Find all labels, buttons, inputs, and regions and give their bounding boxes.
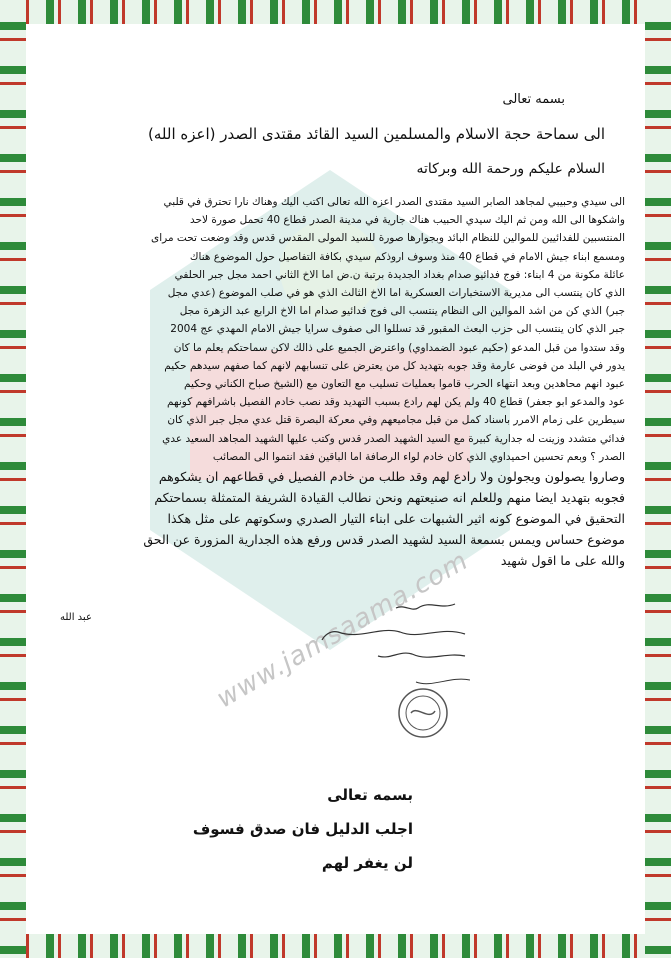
- footer-line: بسمه تعالى: [327, 786, 413, 804]
- decorative-border-right: [645, 0, 671, 958]
- decorative-border-left: [0, 0, 26, 958]
- body-line: والله على ما اقول شهيد: [500, 553, 625, 569]
- body-line: جبر) الذي كن من اشد الموالين الى النظام ينتسب الى فوج فدائيو صدام اما الاخ الرابع عبد الزهرة مجل: [179, 305, 625, 318]
- body-line: الذي كان ينتسب الى مديرية الاستخبارات العسكرية اما الاخ الثالث الذي هو في صلب الموضوع (عدي مجل: [167, 287, 625, 300]
- letter-heading: الى سماحة حجة الاسلام والمسلمين السيد القائد مقتدى الصدر (اعزه الله): [148, 125, 605, 143]
- body-line: جبر الذي كان ينتسب الى حزب البعث المقبور قد تسللوا الى صفوف سرايا جيش الامام المهدي عج 2004: [170, 323, 625, 336]
- body-line: الى سيدي وحبيبي لمجاهد الصابر السيد مقتدى الصدر اعزه الله تعالى اكتب اليك وهناك نارا تحترق في قلبي: [163, 196, 625, 208]
- body-line: يدور في البلد من فوضى عارمة وقد جوبه بتهديد كل من يعترض على تنسابهم لانهم كما صفهم سيدهم حكيم: [164, 359, 625, 372]
- seal-stamp: [395, 685, 451, 741]
- letter-opening: بسمه تعالى: [502, 92, 565, 107]
- letter-body-continued: [40, 466, 625, 571]
- body-line: التحقيق في الموضوع كونه اثير الشبهات على ابناء التيار الصدري وسكوتهم على مثل هكذا: [167, 511, 625, 527]
- letter-content: [40, 60, 635, 571]
- watermark-text: www.jamsaama.com: [211, 545, 474, 715]
- body-line: عائلة مكونة من 4 ابناء: فوج فدائيو صدام بغداد الجديدة برتبة ن.ض اما الاخ الثاني احمد مجل جبر الحلفي: [174, 268, 625, 281]
- decorative-border-bottom: [0, 934, 671, 958]
- body-line: المنتسبين للفدائيين للموالين للنظام البائد وبجوارها صورة للسيد المولى المقدس قدس وقد وضعت تحت مراى: [151, 232, 625, 245]
- body-line: فدائي متشدد وزينت له جدارية كبيرة مع السيد الشهيد الصدر قدس وكتب عليها الشهيد المجاهد السعيد عدي: [162, 432, 625, 445]
- letter-body: [40, 193, 625, 466]
- transcription-footer: [193, 778, 413, 880]
- body-line: فجوبه بتهديد ايضا منهم وللعلم انه صنيعتهم ونحن نطالب القيادة الشريفة المتمثلة بسماحتكم: [154, 490, 625, 506]
- body-line: عود والمدعو ابو جعفر) قطاع 40 ولم يكن لهم رادع بسبب التهديد وقد نصب خادم الفصيل باشرافهم كونهم: [167, 396, 625, 409]
- body-line: موضوع حساس ويمس بسمعة السيد لشهيد الصدر قدس ورفع هذه الجدارية المزورة عن الحق: [143, 532, 625, 548]
- letter-greeting: السلام عليكم ورحمة الله وبركاته: [416, 161, 605, 177]
- body-line: وقد ستدوا من قبل المدعو (حكيم عبود الضمداوي) واعترض الجميع على ذالك لاكن سماحتكم يعلم ما كان: [173, 341, 625, 354]
- letter-signoff: عبد الله: [60, 612, 92, 623]
- body-line: الصدر ؟ وبعم تحسين احميداوي الذي كان خادم لواء الرصافة اما الباقين فقد انتموا الى المصائب: [212, 450, 625, 463]
- body-line: وصاروا يصولون ويجولون ولا رادع لهم وقد طلب من خادم الفصيل في قطاعهم ان يشكوهم: [158, 469, 625, 485]
- decorative-border-top: [0, 0, 671, 24]
- footer-line: لن يغفر لهم: [321, 854, 413, 872]
- body-line: واشكوها الى الله ومن ثم اليك سيدي الحبيب هناك جارية في مدينة الصدر قطاع 40 تحمل صورة لاحد: [190, 214, 625, 227]
- footer-line: اجلب الدليل فان صدق فسوف: [192, 820, 413, 838]
- body-line: سيطرين على زمام الامرر باسناد كمل من قبل مجاميعهم وفي معركة البصرة قتل عدي مجل جبر الذي كان: [167, 414, 625, 427]
- body-line: ومسمع ابناء جيش الامام في قطاع 40 منذ وسوف اروذكم سيدي بكافة التفاصيل حول الموضوع هناك: [189, 250, 625, 263]
- body-line: عبود انهم محاهدين وبعد انتهاء الحرب قاموا بعمليات تسليب مع التعاون مع (الشيخ صباح الكناني وحكيم: [184, 378, 625, 391]
